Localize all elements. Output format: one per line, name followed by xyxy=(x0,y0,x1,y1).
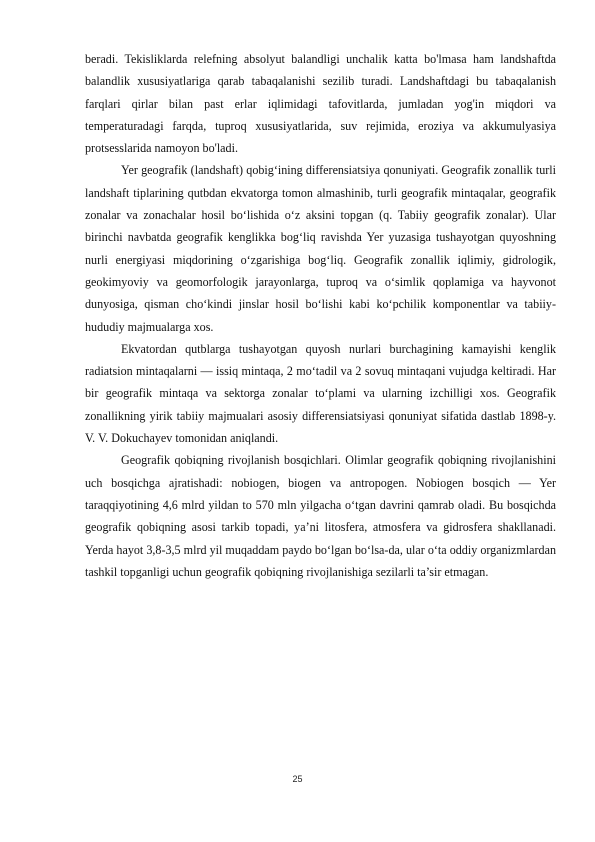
paragraph-development-stages: Geografik qobiqning rivojlanish bosqichlari. Olimlar geografik qobiqning rivojlanishini uch bosqichga ajratishadi: nobiogen, biogen va antropogen. Nobiogen bosqich — Yer taraqqiyotining 4,6 mlrd yildan to 570 mln yilgacha o‘tgan davrini qamrab oladi. Bu bosqichda geografik qobiqning asosi tarkib topadi, ya’ni litosfera, atmosfera va gidrosfera shakllanadi. Yerda hayot 3,8-3,5 mlrd yil muqaddam paydo bo‘lgan bo‘lsa-da, ular o‘ta oddiy organizmlardan tashkil topganligi uchun geografik qobiqning rivojlanishiga sezilarli ta’sir etmagan. xyxy=(85,453,556,579)
body-text xyxy=(85,48,556,583)
paragraph-differentiation: Yer geografik (landshaft) qobig‘ining differensiatsiya qonuniyati. Geografik zonallik turli landshaft tiplarining qutbdan ekvatorga tomon almashinib, turli geografik mintaqalar, geografik zonalar va zonachalar hosil bo‘lishida o‘z aksini topgan (q. Tabiiy geografik zonalar). Ular birinchi navbatda geografik kenglikka bog‘liq ravishda Yer yuzasiga tushayotgan quyoshning nurli energiyasi miqdorining o‘zgarishiga bog‘liq. Geografik zonallik iqlimiy, gidrologik, geokimyoviy va geomorfologik jarayonlarga, tuproq va o‘simlik qoplamiga va hayvonot dunyosiga, qisman cho‘kindi jinslar hosil bo‘lishi kabi ko‘pchilik komponentlar va tabiiy-hududiy majmualarga xos. xyxy=(85,163,556,334)
paragraph-radiation-belts: Ekvatordan qutblarga tushayotgan quyosh nurlari burchagining kamayishi kenglik radiatsion mintaqalarni — issiq mintaqa, 2 mo‘tadil va 2 sovuq mintaqani vujudga keltiradi. Har bir geografik mintaqa va sektorga zonalar to‘plami va ularning izchilligi xos. Geografik zonallikning yirik tabiiy majmualari asosiy differensiatsiyasi qonuniyat sifatida dastlab 1898-y. V. V. Dokuchayev tomonidan aniqlandi. xyxy=(85,341,556,446)
paragraph-continuation: beradi. Tekisliklarda relefning absolyut balandligi unchalik katta bo'lmasa ham landshaftda balandlik xususiyatlariga qarab tabaqalanishi sezilib turadi. Landshaftdagi bu tabaqalanish farqlari qirlar bilan past erlar iqlimidagi tafovitlarda, jumladan yog'in miqdori va temperaturadagi farqda, tuproq xususiyatlarida, suv rejimida, eroziya va akkumulyasiya protsesslarida namoyon bo'ladi. xyxy=(85,52,556,156)
page-number: 25 xyxy=(292,774,303,784)
